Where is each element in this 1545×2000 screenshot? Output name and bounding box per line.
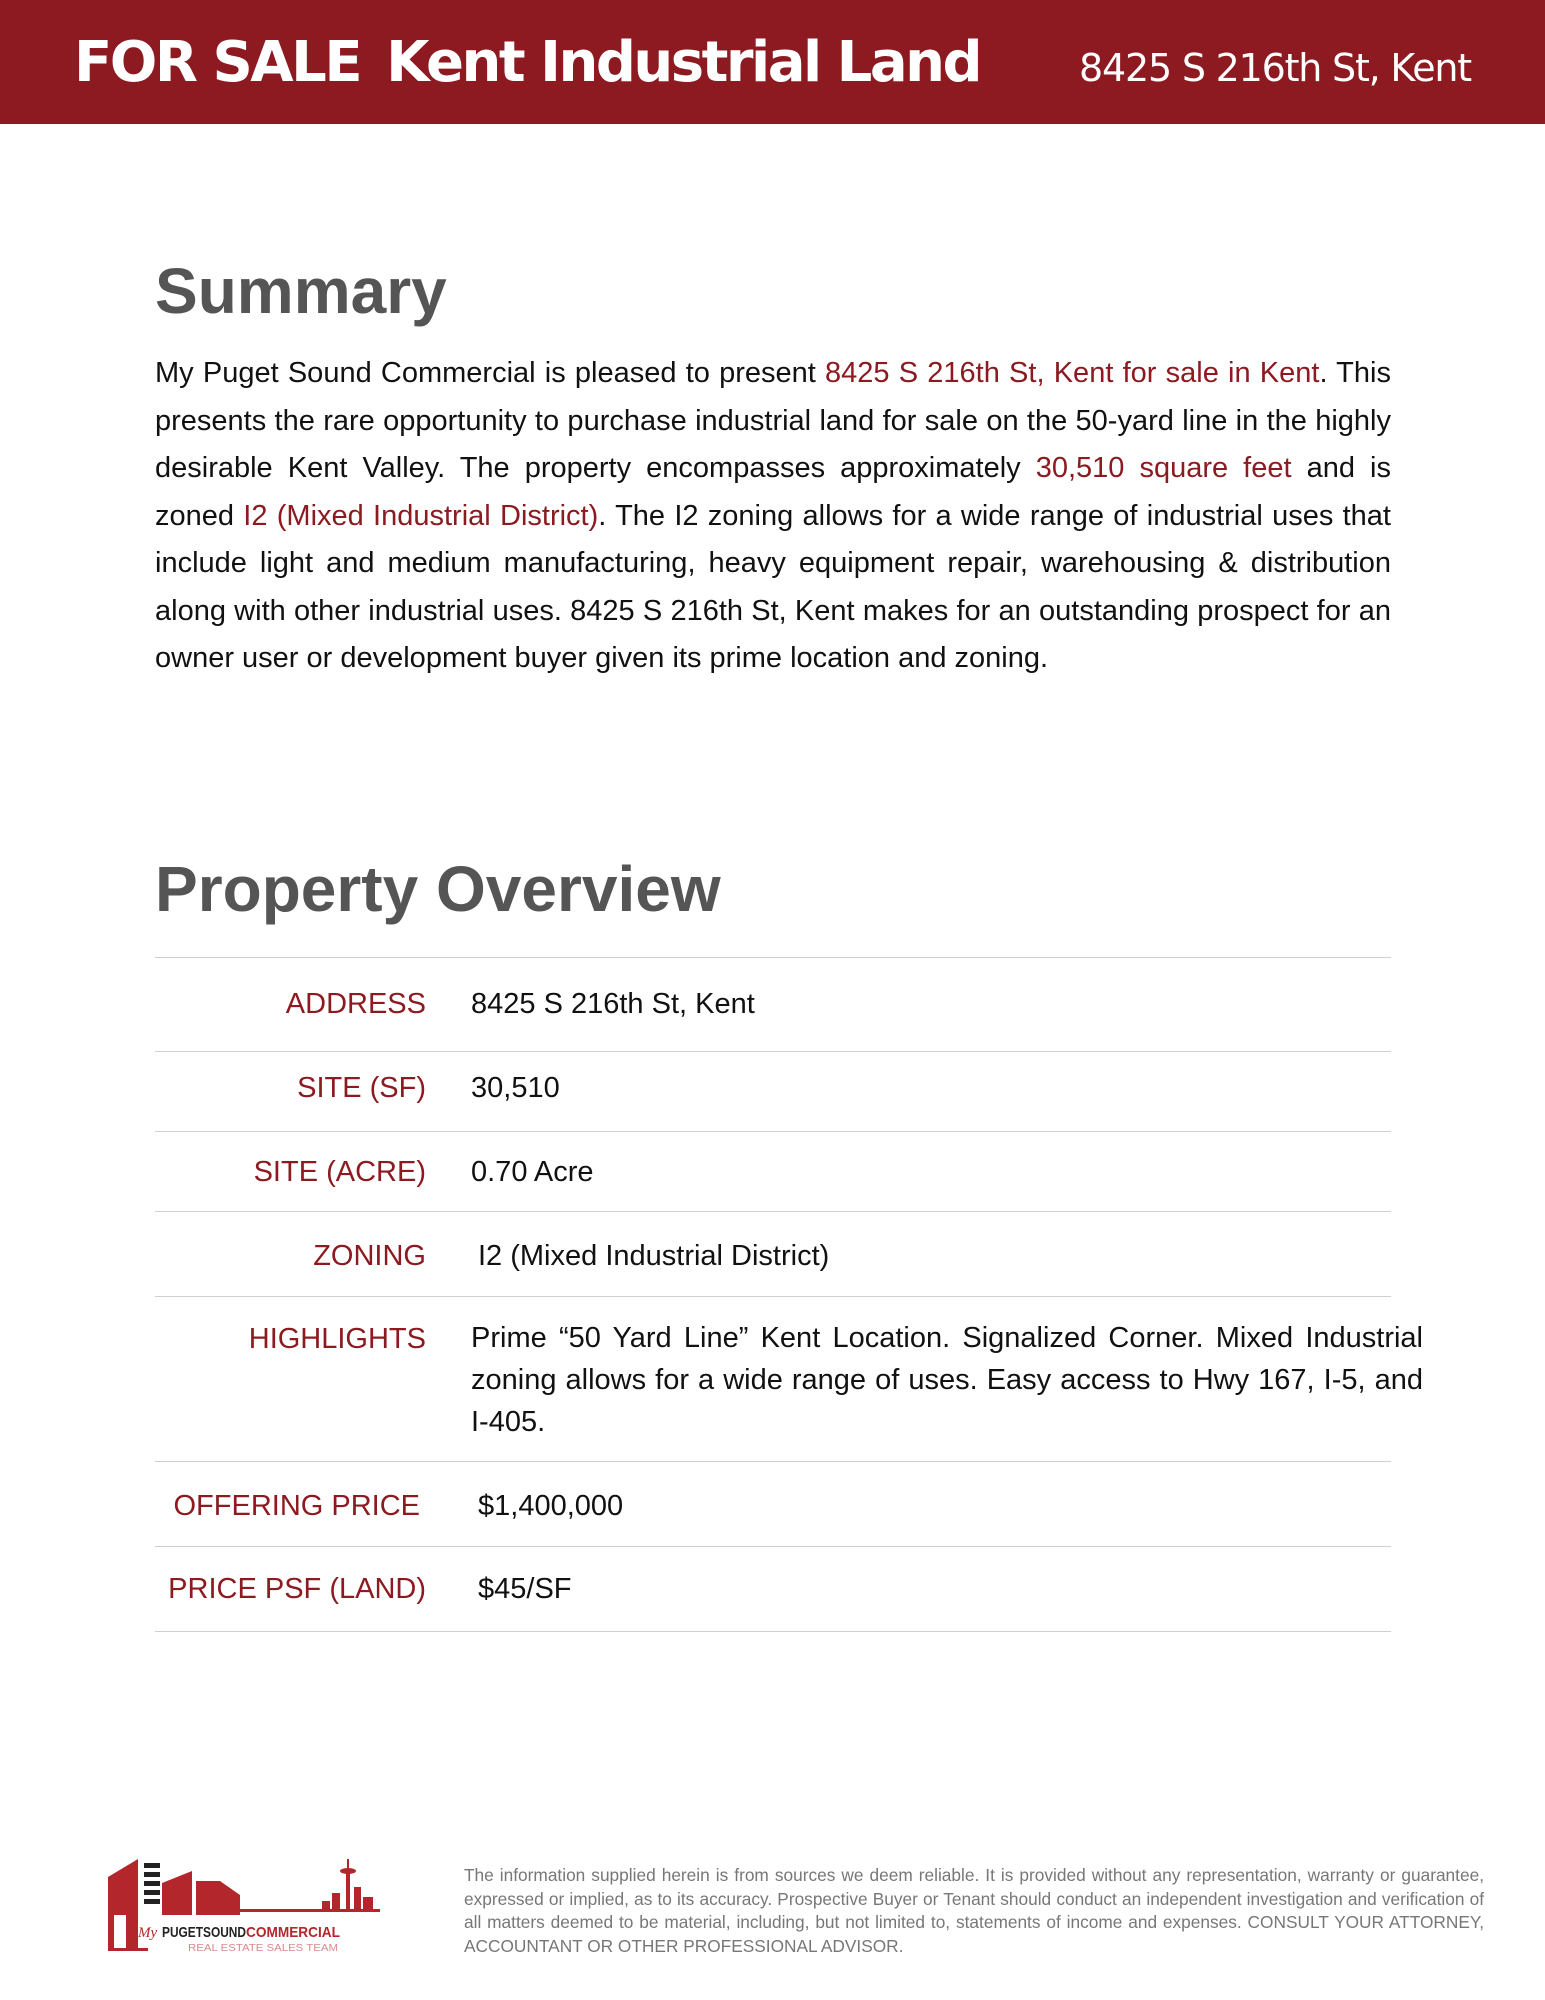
logo-stripes-icon (144, 1863, 160, 1904)
row-label: HIGHLIGHTS (248, 1323, 426, 1355)
table-row-address (155, 958, 1391, 1052)
summary-text-1: My Puget Sound Commercial is pleased to present (155, 357, 826, 389)
row-label: SITE (SF) (297, 1072, 426, 1104)
property-link[interactable]: 8425 S 216th St, Kent for sale in Kent (825, 357, 1320, 389)
row-value: $1,400,000 (478, 1490, 624, 1522)
space-needle-icon (322, 1859, 373, 1911)
skyline-baseline (240, 1909, 380, 1912)
logo-brand-my: My (138, 1925, 158, 1941)
logo-brand-commercial: COMMERCIAL (246, 1924, 340, 1941)
table-row-highlights (155, 1297, 1423, 1462)
legal-disclaimer: The information supplied herein is from sources we deem reliable. It is provided without any representation, warranty or guarantee, expressed or implied, as to its accuracy. Prospective Buyer or Tenant should conduct an independent investigation and verification of all matters deemed to be material, including, but not limited to, statements of income and expenses. CONSULT YOUR ATTORNEY, ACCOUNTANT OR OTHER PROFESSIONAL ADVISOR. (464, 1865, 1484, 1956)
row-value: 8425 S 216th St, Kent (471, 988, 755, 1020)
row-label: SITE (ACRE) (253, 1156, 426, 1188)
header-address: 8425 S 216th St, Kent (1079, 46, 1471, 90)
table-row-zoning (155, 1212, 1391, 1297)
table-row-site-sf (155, 1052, 1391, 1132)
summary-paragraph (155, 350, 1391, 683)
header-title (74, 30, 980, 95)
row-value: Prime “50 Yard Line” Kent Location. Signalized Corner. Mixed Industrial zoning allows for a wide range of uses. Easy access to Hwy 167, I-5, and I-405. (471, 1322, 1423, 1438)
summary-text-2: . This presents the rare opportunity to purchase industrial land for sale on the 50-yard line in the highly desirable Kent Valley. The property encompasses approximately (155, 357, 1391, 484)
row-label: ZONING (313, 1240, 426, 1272)
zoning-link[interactable]: I2 (Mixed Industrial District) (243, 499, 599, 532)
for-sale-label: FOR SALE (74, 30, 361, 95)
property-overview-table (155, 957, 1423, 1632)
row-value: 30,510 (471, 1072, 560, 1104)
listing-title: Kent Industrial Land (386, 30, 981, 95)
table-row-site-acre (155, 1132, 1391, 1212)
property-overview-heading: Property Overview (155, 853, 721, 925)
row-label: ADDRESS (285, 988, 426, 1020)
table-row-price-psf (155, 1547, 1391, 1632)
logo-underline (108, 1948, 148, 1951)
row-value: 0.70 Acre (471, 1156, 594, 1188)
logo-brand-puget-sound: PUGETSOUND (162, 1924, 247, 1941)
row-label: OFFERING PRICE (173, 1490, 420, 1522)
building-right-icon (196, 1881, 240, 1915)
row-value: I2 (Mixed Industrial District) (478, 1240, 830, 1272)
summary-text-3: and is zoned (155, 452, 1391, 532)
summary-text-4: . The I2 zoning allows for a wide range of industrial uses that include light and medium manufacturing, heavy equipment repair, warehousing & distribution along with other industrial uses. 8425 S 216th St, Kent makes for an outstanding prospect for an owner user or development buyer given its prime location and zoning. (155, 499, 1391, 674)
size-link[interactable]: 30,510 square feet (1035, 452, 1292, 484)
building-middle-icon (162, 1871, 192, 1915)
summary-heading: Summary (155, 255, 447, 327)
puget-sound-commercial-logo (100, 1855, 400, 1960)
table-row-offering-price (155, 1462, 1391, 1547)
row-value: $45/SF (478, 1573, 572, 1605)
header-banner (0, 0, 1545, 124)
logo-tagline: REAL ESTATE SALES TEAM (188, 1943, 338, 1954)
row-label: PRICE PSF (LAND) (168, 1573, 426, 1605)
building-left-icon (108, 1859, 138, 1948)
